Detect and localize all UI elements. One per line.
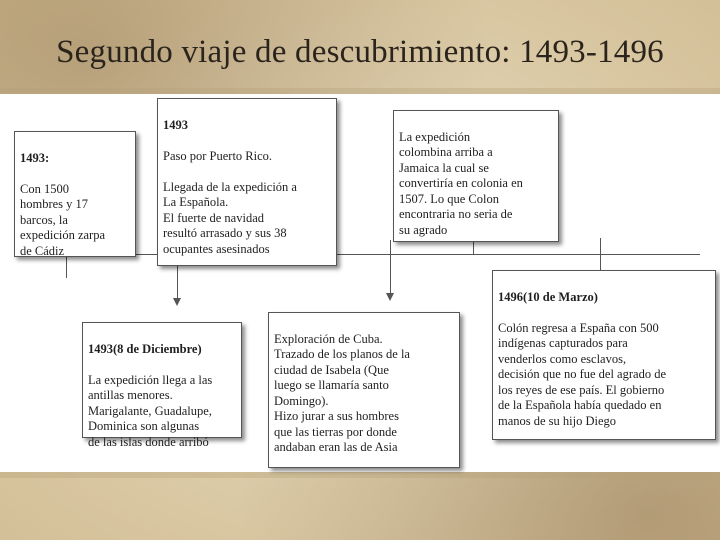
arrow-diciembre-head <box>173 298 181 306</box>
event-text: Colón regresa a España con 500 indígenas capturados para venderlos como esclavos, decisión que no fue del agrado de los reyes de ese país. El gobierno de la Española había quedado en manos de su hijo Diego <box>498 320 666 428</box>
event-text: Paso por Puerto Rico. Llegada de la expedición a La Española. El fuerte de navidad resultó arrasado y sus 38 ocupantes asesinados <box>163 148 297 256</box>
event-date: 1493: <box>20 150 50 165</box>
event-date: 1493 <box>163 117 188 132</box>
event-box-1493-diciembre <box>82 322 242 449</box>
event-text: Exploración de Cuba. Trazado de los planos de la ciudad de Isabela (Que luego se llamaría santo Domingo). Hizo jurar a sus hombres que las tierras por donde andaban eran las de Asia <box>274 331 410 454</box>
event-box-1493-cadiz <box>14 131 136 257</box>
slide-title: Segundo viaje de descubrimiento: 1493-1496 <box>56 34 664 70</box>
event-box-jamaica <box>393 110 559 242</box>
event-box-1496 <box>492 270 716 440</box>
event-date: 1493(8 de Diciembre) <box>88 341 202 356</box>
connector-1496 <box>600 238 601 270</box>
event-text: Con 1500 hombres y 17 barcos, la expedición zarpa de Cádiz <box>20 181 106 258</box>
arrow-cuba-head <box>386 293 394 301</box>
event-box-1493-puerto-rico <box>157 98 337 266</box>
event-date: 1496(10 de Marzo) <box>498 289 598 304</box>
panel-frame-bottom <box>0 472 720 478</box>
event-text: La expedición colombina arriba a Jamaica la cual se convertiría en colonia en 1507. Lo que Colon encontraria no seria de su agrado <box>399 129 523 237</box>
arrow-cuba-shaft <box>390 240 391 294</box>
event-box-cuba <box>268 312 460 468</box>
event-text: La expedición llega a las antillas menores. Marigalante, Guadalupe, Dominica son algunas de las islas donde arribó <box>88 372 213 449</box>
